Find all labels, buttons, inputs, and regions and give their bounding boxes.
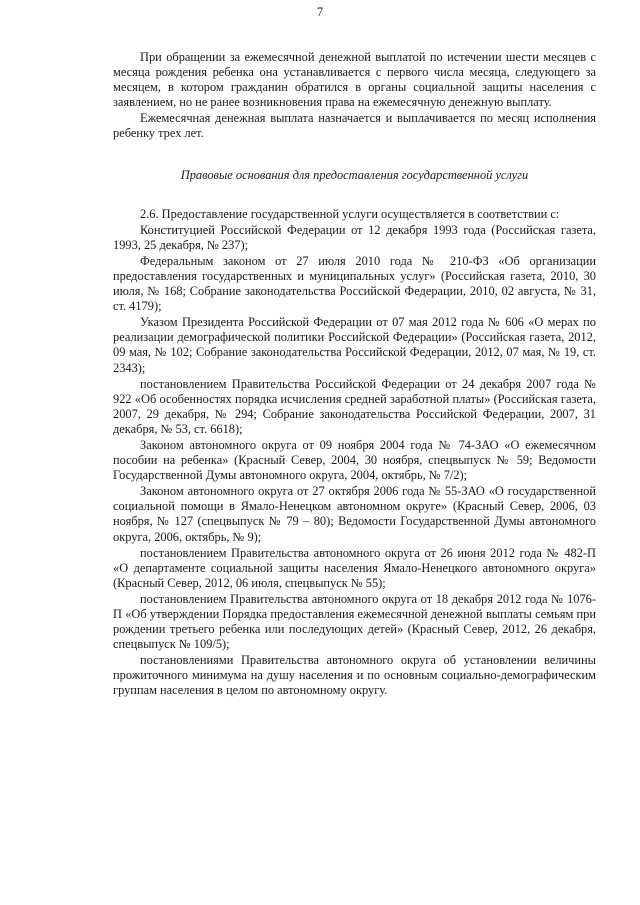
page-number: 7 bbox=[316, 5, 324, 19]
legal-basis-item: Законом автономного округа от 27 октября 2006 года № 55-ЗАО «О государственной социальной помощи в Ямало-Ненецком автономном округе» (Красный Север, 2006, 03 ноября, № 127 (спецвыпуск № 79 – 80); Ведомости Государственной Думы автономного округа, 2006, октябрь, № 9); bbox=[113, 484, 596, 544]
legal-basis-item: постановлением Правительства Российской Федерации от 24 декабря 2007 года № 922 «Об особенностях порядка исчисления средней заработной платы» (Российская газета, 2007, 29 декабря, № 294; Собрание законодательства Российской Федерации, 2007, 31 декабря, № 53, ст. 6618); bbox=[113, 376, 596, 436]
legal-basis-item: постановлением Правительства автономного округа от 18 декабря 2012 года № 1076-П «Об утверждении Порядка предоставления ежемесячной денежной выплаты семьям при рождении третьего ребенка или последующих детей» (Красный Север, 2012, 26 декабря, спецвыпуск № 109/5); bbox=[113, 591, 596, 652]
legal-basis-item: постановлениями Правительства автономного округа об установлении величины прожиточного минимума на душу населения и по основным социально-демографическим группам населения в целом по автономному округу. bbox=[113, 653, 596, 698]
paragraph-payment-duration: Ежемесячная денежная выплата назначается и выплачивается по месяц исполнения ребенку трех лет. bbox=[113, 111, 596, 141]
legal-basis-item: Указом Президента Российской Федерации от 07 мая 2012 года № 606 «О мерах по реализации демографической политики Российской Федерации» (Российская газета, 2012, 09 мая, № 102; Собрание законодательства Российской Федерации, 2012, 07 мая, № 19, ст. 2343); bbox=[113, 315, 596, 375]
legal-basis-item: Федеральным законом от 27 июля 2010 года № 210-ФЗ «Об организации предоставления государственных и муниципальных услуг» (Российская газета, 2010, 30 июля, № 168; Собрание законодательства Российской Федерации, 2010, 02 августа, № 31, ст. 4179); bbox=[113, 253, 596, 314]
paragraph-legal-intro: 2.6. Предоставление государственной услуги осуществляется в соответствии с: bbox=[140, 206, 560, 221]
section-title: Правовые основания для предоставления государственной услуги bbox=[180, 167, 529, 182]
legal-basis-item: постановлением Правительства автономного округа от 26 июня 2012 года № 482-П «О департаменте социальной защиты населения Ямало-Ненецкого автономного округа» (Красный Север, 2012, 06 июля, спецвыпуск № 55); bbox=[113, 545, 596, 590]
document-body bbox=[113, 50, 596, 699]
legal-basis-item: Конституцией Российской Федерации от 12 декабря 1993 года (Российская газета, 1993, 25 декабря, № 237); bbox=[113, 222, 596, 252]
legal-basis-item: Законом автономного округа от 09 ноября 2004 года № 74-ЗАО «О ежемесячном пособии на ребенка» (Красный Север, 2004, 30 ноября, спецвыпуск № 59; Ведомости Государственной Думы автономного округа, 2004, октябрь, № 7/2); bbox=[113, 437, 596, 483]
paragraph-payment-start: При обращении за ежемесячной денежной выплатой по истечении шести месяцев с месяца рождения ребенка она устанавливается с первого числа месяца, следующего за месяцем, в котором гражданин обратился в органы социальной защиты населения с заявлением, но не ранее возникновения права на ежемесячную денежную выплату. bbox=[113, 50, 596, 110]
